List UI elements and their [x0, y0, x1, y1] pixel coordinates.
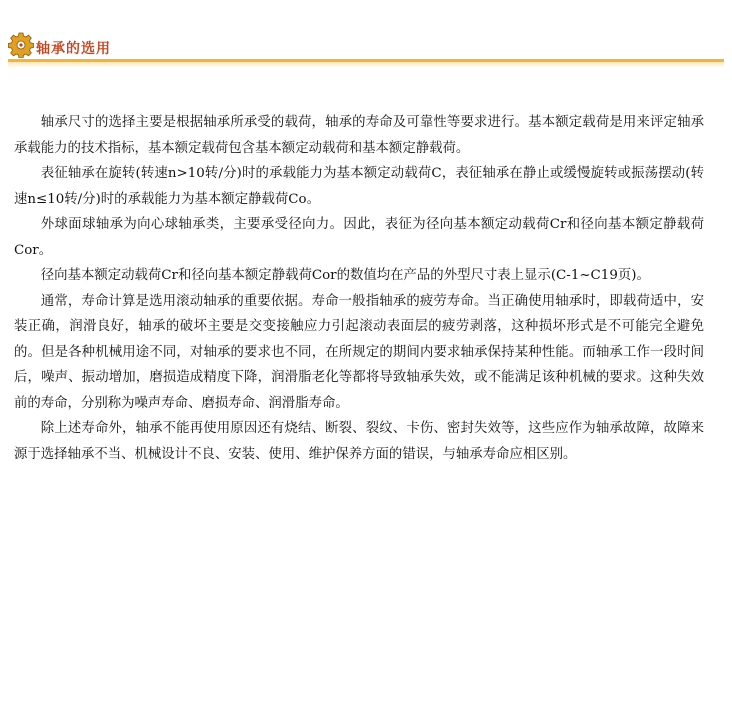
header-shadow [8, 62, 724, 68]
paragraph-rating-load: 轴承尺寸的选择主要是根据轴承所承受的载荷，轴承的寿命及可靠性等要求进行。基本额定载荷是用来评定轴承承载能力的技术指标，基本额定载荷包含基本额定动载荷和基本额定静载荷。 [14, 115, 704, 156]
article-body [14, 110, 704, 467]
paragraph-bearing-life: 通常，寿命计算是选用滚动轴承的重要依据。寿命一般指轴承的疲劳寿命。当正确使用轴承时，即载荷适中，安装正确，润滑良好，轴承的破坏主要是交变接触应力引起滚动表面层的疲劳剥落，这种损坏形式是不可能完全避免的。但是各种机械用途不同，对轴承的要求也不同，在所规定的期间内要求轴承保持某种性能。而轴承工作一段时间后，噪声、振动增加，磨损造成精度下降，润滑脂老化等都将导致轴承失效，或不能满足该种机械的要求。这种失效前的寿命，分别称为噪声寿命、磨损寿命、润滑脂寿命。 [14, 293, 704, 411]
section-header [8, 30, 724, 70]
paragraph-load-table-reference: 径向基本额定动载荷Cr和径向基本额定静载荷Cor的数值均在产品的外型尺寸表上显示(C-1~C19页)。 [40, 268, 650, 283]
gear-icon [8, 32, 34, 58]
page-title: 轴承的选用 [36, 41, 111, 57]
paragraph-dynamic-static-load: 表征轴承在旋转(转速n>10转/分)时的承载能力为基本额定动载荷C，表征轴承在静止或缓慢旋转或振荡摆动(转速n≤10转/分)时的承载能力为基本额定静载荷Co。 [14, 166, 704, 207]
paragraph-bearing-failure: 除上述寿命外，轴承不能再使用原因还有烧结、断裂、裂纹、卡伤、密封失效等，这些应作为轴承故障，故障来源于选择轴承不当、机械设计不良、安装、使用、维护保养方面的错误，与轴承寿命应相区别。 [14, 421, 704, 462]
paragraph-radial-load: 外球面球轴承为向心球轴承类，主要承受径向力。因此，表征为径向基本额定动载荷Cr和径向基本额定静载荷Cor。 [14, 217, 704, 258]
